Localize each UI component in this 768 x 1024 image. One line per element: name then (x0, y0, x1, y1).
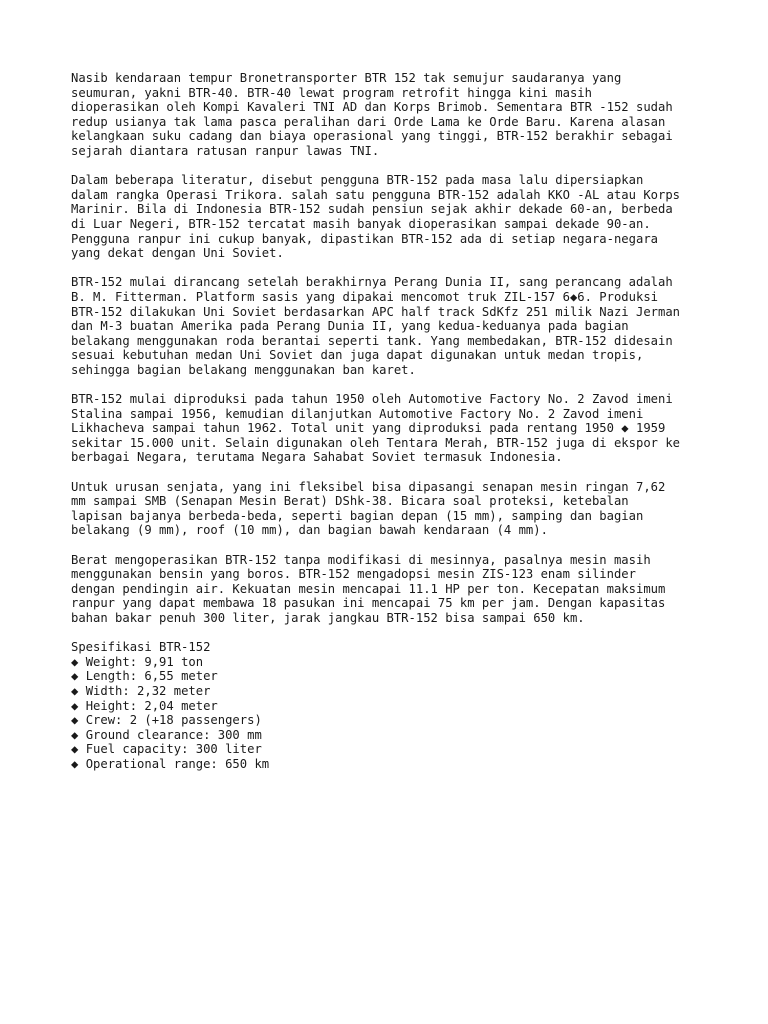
diamond-bullet-icon: ◆ (71, 742, 79, 757)
spec-item-text: Fuel capacity: 300 liter (85, 742, 262, 757)
diamond-bullet-icon: ◆ (71, 756, 79, 771)
spec-item-operational-range (71, 757, 711, 772)
spec-item-width (71, 684, 711, 699)
spec-item-length (71, 669, 711, 684)
spec-item-crew (71, 713, 711, 728)
paragraph-intro: Nasib kendaraan tempur Bronetransporter BTR 152 tak semujur saudaranya yang seumuran, yakni BTR-40. BTR-40 lewat program retrofit hingga kini masih dioperasikan oleh Kompi Kavaleri TNI AD dan Korps Brimob. Sementara BTR -152 sudah redup usianya tak lama pasca peralihan dari Orde Lama ke Orde Baru. Karena alasan kelangkaan suku cadang dan biaya operasional yang tinggi, BTR-152 berakhir sebagai sejarah diantara ratusan ranpur lawas TNI. (71, 71, 673, 158)
spec-item-text: Operational range: 650 km (85, 756, 270, 771)
spec-item-height (71, 699, 711, 714)
spec-title: Spesifikasi BTR-152 (71, 640, 211, 655)
diamond-bullet-icon: ◆ (71, 698, 79, 713)
document-page (71, 71, 711, 772)
paragraph-armament: Untuk urusan senjata, yang ini fleksibel bisa dipasangi senapan mesin ringan 7,62 mm sampai SMB (Senapan Mesin Berat) DShk-38. Bicara soal proteksi, ketebalan lapisan bajanya berbeda-beda, seperti bagian depan (15 mm), samping dan bagian belakang (9 mm), roof (10 mm), dan bagian bawah kendaraan (4 mm). (71, 479, 666, 538)
diamond-bullet-icon: ◆ (71, 669, 79, 684)
spec-list (71, 655, 711, 772)
paragraph-production: BTR-152 mulai diproduksi pada tahun 1950 oleh Automotive Factory No. 2 Zavod imeni Stalina sampai 1956, kemudian dilanjutkan Automotive Factory No. 2 Zavod imeni Likhacheva sampai tahun 1962. Total unit yang diproduksi pada rentang 1950 ◆ 1959 sekitar 15.000 unit. Selain digunakan oleh Tentara Merah, BTR-152 juga di ekspor ke berbagai Negara, terutama Negara Sahabat Soviet termasuk Indonesia. (71, 392, 681, 465)
spec-item-text: Weight: 9,91 ton (85, 654, 204, 669)
spec-item-text: Height: 2,04 meter (85, 698, 218, 713)
diamond-bullet-icon: ◆ (71, 713, 79, 728)
spec-item-text: Ground clearance: 300 mm (85, 727, 262, 742)
spec-item-text: Width: 2,32 meter (85, 683, 211, 698)
paragraph-design: BTR-152 mulai dirancang setelah berakhirnya Perang Dunia II, sang perancang adalah B. M. Fitterman. Platform sasis yang dipakai mencomot truk ZIL-157 6◆6. Produksi BTR-152 dilakukan Uni Soviet berdasarkan APC half track SdKfz 251 milik Nazi Jerman dan M-3 buatan Amerika pada Perang Dunia II, yang kedua-keduanya pada bagian belakang menggunakan roda berantai seperti tank. Yang membedakan, BTR-152 didesain sesuai kebutuhan medan Uni Soviet dan juga dapat digunakan untuk medan tropis, sehingga bagian belakang menggunakan ban karet. (71, 275, 681, 377)
spec-item-text: Crew: 2 (+18 passengers) (85, 713, 262, 728)
paragraph-engine: Berat mengoperasikan BTR-152 tanpa modifikasi di mesinnya, pasalnya mesin masih menggunakan bensin yang boros. BTR-152 mengadopsi mesin ZIS-123 enam silinder dengan pendingin air. Kekuatan mesin mencapai 11.1 HP per ton. Kecepatan maksimum ranpur yang dapat membawa 18 pasukan ini mencapai 75 km per jam. Dengan kapasitas bahan bakar penuh 300 liter, jarak jangkau BTR-152 bisa sampai 650 km. (71, 552, 666, 625)
diamond-bullet-icon: ◆ (71, 727, 79, 742)
paragraph-usage: Dalam beberapa literatur, disebut pengguna BTR-152 pada masa lalu dipersiapkan dalam rangka Operasi Trikora. salah satu pengguna BTR-152 adalah KKO -AL atau Korps Marinir. Bila di Indonesia BTR-152 sudah pensiun sejak akhir dekade 60-an, berbeda di Luar Negeri, BTR-152 tercatat masih banyak dioperasikan sampai dekade 90-an. Pengguna ranpur ini cukup banyak, dipastikan BTR-152 ada di setiap negara-negara yang dekat dengan Uni Soviet. (71, 173, 681, 261)
spec-section (71, 640, 711, 771)
diamond-bullet-icon: ◆ (71, 654, 79, 669)
spec-item-text: Length: 6,55 meter (85, 669, 218, 684)
spec-item-fuel-capacity (71, 742, 711, 757)
spec-item-weight (71, 655, 711, 670)
diamond-bullet-icon: ◆ (71, 683, 79, 698)
spec-item-ground-clearance (71, 728, 711, 743)
